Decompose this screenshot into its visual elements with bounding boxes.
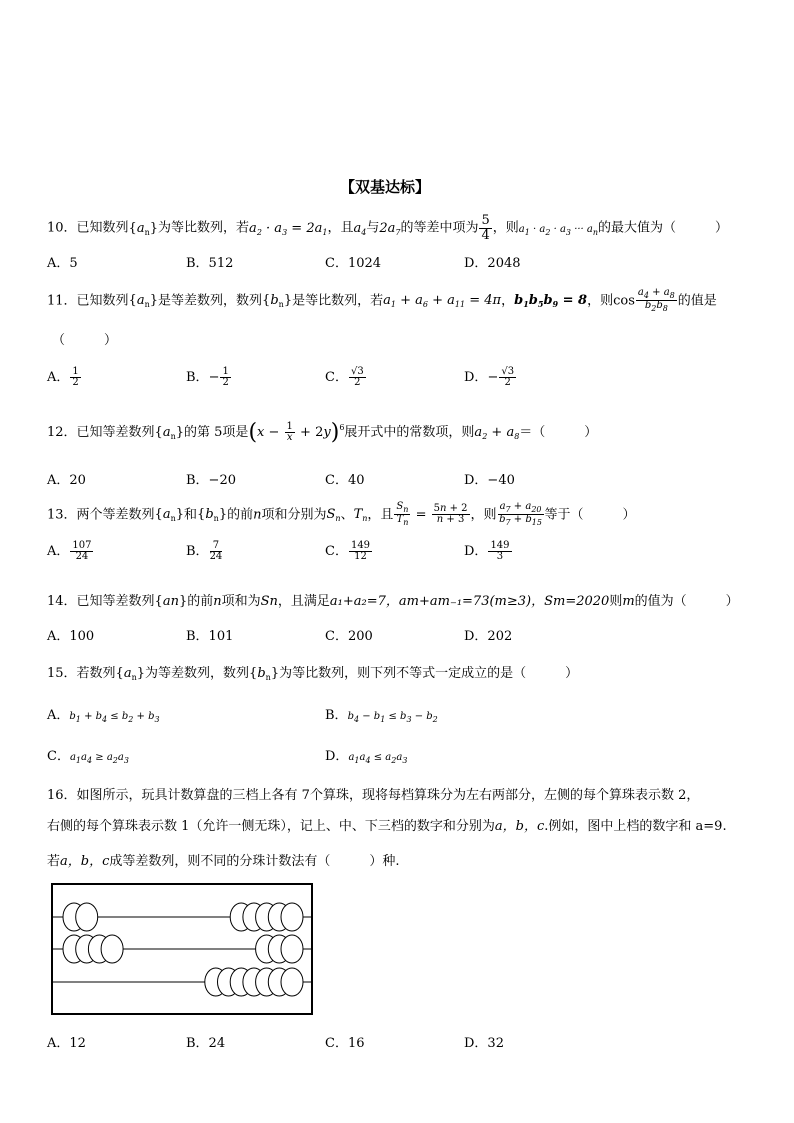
math: $b_1b_5b_9 = 8$ [514, 293, 588, 310]
q13-option-c[interactable]: C． $\frac{149}{12}$ [325, 539, 371, 562]
q12-option-d[interactable]: D．−40 [464, 473, 515, 488]
q16-option-b[interactable]: B．24 [186, 1036, 226, 1051]
math: $\{a_n\}$ [115, 666, 146, 682]
abacus-bead-right [281, 935, 303, 963]
question-16-line-3: 若a，b，c成等差数列，则不同的分珠计数法有（ ）种. [47, 854, 400, 869]
q15-option-d[interactable]: D．$a_1a_4 \le a_2a_3$ [325, 749, 408, 765]
math: $a_2 \cdot a_3 = 2a_1$ [249, 220, 328, 237]
math: $\{b_n\}$ [197, 507, 228, 524]
abacus-figure [51, 883, 313, 1015]
math: $S_n$ [326, 507, 341, 524]
q10-option-b[interactable]: B．512 [186, 256, 234, 271]
q15-option-a[interactable]: A．$b_1 + b_4 \le b_2 + b_3$ [47, 708, 160, 724]
question-12: 12．已知等差数列$\{a_n\}$的第 5项是(x − $\frac{1}{x}$ + 2y)$^6$展开式中的常数项，则$a_2 + a_8=$（ ） [47, 420, 598, 445]
q13-option-d[interactable]: D． $\frac{149}{3}$ [464, 539, 510, 562]
math: $\{a_n\}$ [154, 507, 185, 524]
question-11: 11．已知数列$\{a_n\}$是等差数列，数列$\{b_n\}$是等比数列，若$a_1 + a_6 + a_{11} = 4\pi$，$b_1b_5b_9 = 8$，则cos $\frac{a_4 + a_8}{b_2b_8}$ 的值是 [47, 287, 717, 314]
math: $T_n$ [353, 507, 368, 524]
q11-option-b[interactable]: B．− $\frac{1}{2}$ [186, 365, 229, 388]
abacus-bead-right [281, 968, 303, 996]
q15-option-c[interactable]: C．$a_1a_4 \ge a_2a_3$ [47, 749, 129, 765]
q16-option-d[interactable]: D．32 [464, 1036, 504, 1051]
q11-option-d[interactable]: D．− $\frac{√3}{2}$ [464, 365, 515, 388]
question-16-line-2: 右侧的每个算珠表示数 1（允许一侧无珠），记上、中、下三档的数字和分别为a，b，c.例如，图中上档的数字和 a=9. [47, 819, 727, 834]
abacus-bead-right [281, 903, 303, 931]
math: $\{b_n\}$ [249, 666, 280, 682]
q10-option-a[interactable]: A．5 [47, 256, 78, 271]
q13-option-a[interactable]: A． $\frac{107}{24}$ [47, 539, 92, 562]
math: $2a_7$ [379, 220, 401, 237]
question-10: 10．已知数列$\{a_n\}$为等比数列，若$a_2 \cdot a_3 = 2a_1$，且$a_4$与$2a_7$的等差中项为 $\frac{5}{4}$ ，则$a_1 \cdot a_2 \cdot a_3$ ··· $a_n$的最大值为（ ） [47, 213, 729, 243]
question-15: 15．若数列$\{a_n\}$为等差数列，数列$\{b_n\}$为等比数列，则下列不等式一定成立的是（ ） [47, 666, 579, 682]
q12-option-c[interactable]: C．40 [325, 473, 365, 488]
math: $\{a_n\}$ [128, 220, 159, 237]
q11-option-a[interactable]: A． $\frac{1}{2}$ [47, 365, 79, 388]
q14-option-a[interactable]: A．100 [47, 629, 95, 644]
math: $a_1 + a_6 + a_{11} = 4\pi$ [383, 293, 502, 310]
q14-option-b[interactable]: B．101 [186, 629, 234, 644]
q11-answer-paren: （ ） [52, 333, 118, 348]
q11-option-c[interactable]: C． $\frac{√3}{2}$ [325, 365, 364, 388]
q15-option-b[interactable]: B．$b_4 - b_1 \le b_3 - b_2$ [325, 708, 438, 724]
q16-option-a[interactable]: A．12 [47, 1036, 86, 1051]
q10-option-d[interactable]: D．2048 [464, 256, 521, 271]
math: $\{a_n\}$ [128, 293, 159, 310]
q16-option-c[interactable]: C．16 [325, 1036, 365, 1051]
math: $a_4$ [353, 220, 367, 237]
q13-option-b[interactable]: B． $\frac{7}{24}$ [186, 539, 223, 562]
q12-option-b[interactable]: B．−20 [186, 473, 236, 488]
abacus-bead-left [76, 903, 98, 931]
math: $\{b_n\}$ [262, 293, 293, 310]
math: $a_2 + a_8$ [474, 425, 520, 441]
q14-option-c[interactable]: C．200 [325, 629, 373, 644]
q14-option-d[interactable]: D．202 [464, 629, 513, 644]
question-16-line-1: 16．如图所示，玩具计数算盘的三档上各有 7个算珠，现将每档算珠分为左右两部分，左侧的每个算珠表示数 2， [47, 788, 700, 803]
question-14: 14．已知等差数列{an}的前n项和为Sn，且满足a₁+a₂=7，am+am₋₁=73(m≥3)，Sm=2020则m的值为（ ） [47, 594, 739, 609]
math: $\{a_n\}$ [154, 425, 185, 441]
section-title: 【双基达标】 [340, 178, 431, 196]
question-13: 13．两个等差数列$\{a_n\}$和$\{b_n\}$的前n项和分别为$S_n$、$T_n$，且 $\frac{S_n}{T_n}$ = $\frac{5n + 2}{n + 3}$ ，则 $\frac{a_7 + a_{20}}{b_7 + b_{15}}$ 等于（ ） [47, 501, 636, 528]
q10-option-c[interactable]: C．1024 [325, 256, 382, 271]
q12-option-a[interactable]: A．20 [47, 473, 86, 488]
math: (x − $\frac{1}{x}$ + 2y)$^6$ [248, 420, 345, 445]
math: $a_1 \cdot a_2 \cdot a_3$ ··· $a_n$ [518, 223, 599, 237]
abacus-bead-left [101, 935, 123, 963]
